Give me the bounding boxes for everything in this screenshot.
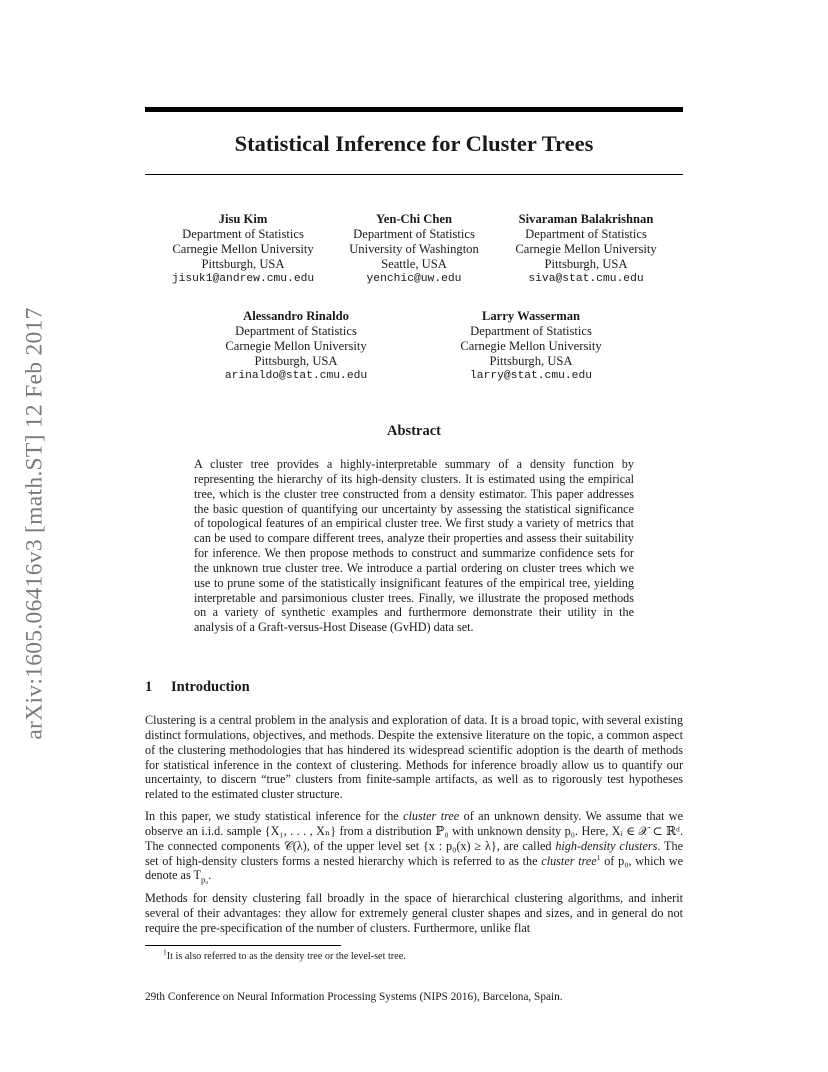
emphasis: cluster tree: [541, 853, 597, 868]
title-bottom-rule: [145, 174, 683, 175]
author-affiliation: Carnegie Mellon University: [515, 242, 657, 256]
text-run: In this paper, we study statistical inference for the: [145, 809, 404, 823]
author-dept: Department of Statistics: [182, 227, 304, 241]
author-name: Sivaraman Balakrishnan: [518, 212, 654, 226]
author-email[interactable]: yenchic@uw.edu: [366, 273, 462, 285]
author-location: Pittsburgh, USA: [489, 354, 573, 368]
author-block-chen: [334, 212, 494, 287]
section-title: Introduction: [171, 679, 250, 695]
arxiv-stamp-text: arXiv:1605.06416v3 [math.ST] 12 Feb 2017: [21, 306, 48, 740]
author-location: Pittsburgh, USA: [201, 257, 285, 271]
author-block-kim: [158, 212, 328, 287]
footnote-text: It is also referred to as the density tree or the level-set tree.: [166, 951, 406, 962]
author-email[interactable]: arinaldo@stat.cmu.edu: [224, 370, 368, 382]
abstract-heading: Abstract: [387, 423, 441, 439]
author-name: Yen-Chi Chen: [376, 212, 452, 226]
text-run: .: [208, 868, 212, 883]
venue-line: 29th Conference on Neural Information Processing Systems (NIPS 2016), Barcelona, Spain.: [145, 991, 563, 1003]
footnote-mark: 1: [163, 947, 167, 957]
intro-paragraph-3: Methods for density clustering fall broadly in the space of hierarchical clustering algorithms, and inherit several of their advantages: they allow for extremely general cluster shapes and sizes, and in general do not require the pre-specification of the number of clusters. Furthermore, unlike flat: [145, 891, 683, 935]
author-name: Alessandro Rinaldo: [243, 309, 349, 323]
abstract-text: A cluster tree provides a highly-interpretable summary of a density function by representing the hierarchy of its high-density clusters. It is estimated using the empirical tree, which is the cluster tree constructed from a density estimator. This paper addresses the basic question of quantifying our uncertainty by assessing the statistical significance of topological features of an empirical cluster tree. We first study a variety of metrics that can be used to compare different trees, analyze their properties and assess their suitability for inference. We then propose methods to construct and summarize confidence sets for the unknown true cluster tree. We introduce a partial ordering on cluster trees which we use to prune some of the statistically insignificant features of the empirical tree, yielding interpretable and parsimonious cluster trees. Finally, we illustrate the proposed methods on a variety of synthetic examples and furthermore demonstrate their utility in the analysis of a Graft-versus-Host Disease (GvHD) data set.: [194, 457, 634, 635]
author-affiliation: Carnegie Mellon University: [172, 242, 314, 256]
author-dept: Department of Statistics: [353, 227, 475, 241]
author-dept: Department of Statistics: [470, 324, 592, 338]
text-run: of an unknown density. We assume that we observe an i.i.d. sample {X₁, . . . , Xₙ} from a distribution ℙ₀ with unknown density p₀. Here, Xᵢ ∈ 𝒳 ⊂ ℝᵈ. The connected components 𝒞(λ), of the upper level set {x : p₀(x) ≥ λ}, are called: [145, 809, 684, 853]
author-name: Jisu Kim: [218, 212, 268, 226]
text-run: . The set of high-density clusters forms a nested hierarchy which is referred to as the: [145, 838, 683, 868]
intro-paragraph-2: [145, 809, 683, 888]
author-affiliation: Carnegie Mellon University: [460, 339, 602, 353]
title-top-rule: [145, 107, 683, 112]
author-name: Larry Wasserman: [481, 309, 581, 323]
author-affiliation: University of Washington: [349, 242, 479, 256]
author-block-rinaldo: [211, 309, 381, 384]
author-dept: Department of Statistics: [235, 324, 357, 338]
author-location: Pittsburgh, USA: [254, 354, 338, 368]
author-dept: Department of Statistics: [525, 227, 647, 241]
footnote-rule: [145, 945, 341, 946]
arxiv-stamp: [18, 273, 52, 773]
emphasis: cluster tree: [403, 809, 460, 823]
author-email[interactable]: siva@stat.cmu.edu: [528, 273, 644, 285]
author-affiliation: Carnegie Mellon University: [225, 339, 367, 353]
subscript: p₀: [200, 874, 209, 885]
footnote-mark[interactable]: 1: [596, 852, 601, 862]
footnote: [163, 947, 406, 963]
emphasis: high-density clusters: [555, 838, 658, 853]
author-location: Pittsburgh, USA: [544, 257, 628, 271]
author-email[interactable]: larry@stat.cmu.edu: [469, 370, 593, 382]
author-block-balakrishnan: [500, 212, 672, 287]
author-email[interactable]: jisuk1@andrew.cmu.edu: [171, 273, 315, 285]
text-run: of p₀, which we denote as T: [145, 853, 683, 883]
section-number: 1: [145, 679, 153, 695]
author-block-wasserman: [446, 309, 616, 384]
paper-title: Statistical Inference for Cluster Trees: [234, 131, 594, 156]
section-heading: [145, 678, 250, 696]
intro-paragraph-1: Clustering is a central problem in the analysis and exploration of data. It is a broad topic, with several existing distinct formulations, objectives, and methods. Despite the extensive literature on the topic, a common aspect of the clustering methodologies that has hindered its widespread scientific adoption is the dearth of methods for statistical inference in the context of clustering. Methods for inference broadly allow us to quantify our uncertainty, to discern “true” clusters from finite-sample artifacts, as well as to rigorously test hypotheses related to the estimated cluster structure.: [145, 713, 683, 802]
author-location: Seattle, USA: [381, 257, 447, 271]
